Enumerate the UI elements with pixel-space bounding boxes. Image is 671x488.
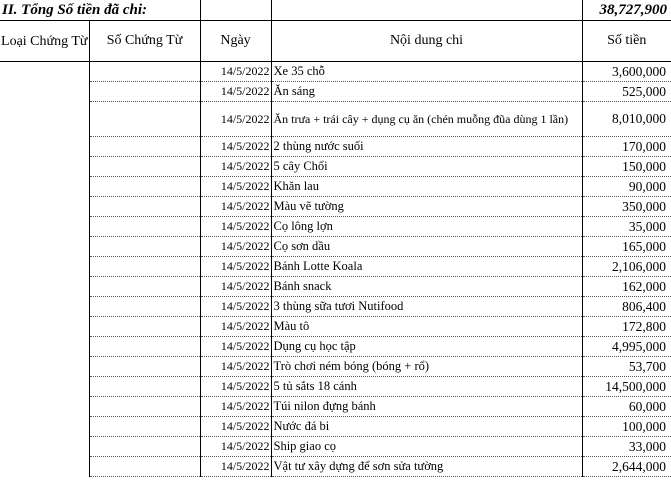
cell-doc-type: [0, 82, 89, 102]
cell-description: Khăn lau: [271, 177, 582, 197]
table-row: [0, 357, 671, 377]
cell-amount: 2,106,000: [582, 257, 671, 277]
cell-date: 14/5/2022: [200, 257, 271, 277]
cell-date: 14/5/2022: [200, 457, 271, 477]
cell-date: 14/5/2022: [200, 197, 271, 217]
cell-amount: 525,000: [582, 82, 671, 102]
cell-doc-type: [0, 217, 89, 237]
cell-date: 14/5/2022: [200, 377, 271, 397]
cell-doc-number: [89, 102, 200, 137]
cell-date: 14/5/2022: [200, 62, 271, 82]
cell-doc-number: [89, 437, 200, 457]
cell-doc-number: [89, 317, 200, 337]
cell-description: Dụng cụ học tập: [271, 337, 582, 357]
cell-doc-number: [89, 357, 200, 377]
table-row: [0, 177, 671, 197]
cell-amount: 350,000: [582, 197, 671, 217]
cell-description: Bánh Lotte Koala: [271, 257, 582, 277]
cell-description: 5 cây Chổi: [271, 157, 582, 177]
table-row: [0, 197, 671, 217]
cell-doc-type: [0, 257, 89, 277]
cell-doc-type: [0, 157, 89, 177]
table-row: [0, 317, 671, 337]
cell-amount: 172,800: [582, 317, 671, 337]
cell-amount: 162,000: [582, 277, 671, 297]
header-doc-number: Số Chứng Từ: [89, 21, 200, 62]
cell-description: Túi nilon đựng bánh: [271, 397, 582, 417]
cell-description: 5 tủ sắts 18 cánh: [271, 377, 582, 397]
cell-amount: 100,000: [582, 417, 671, 437]
cell-description: 3 thùng sữa tươi Nutifood: [271, 297, 582, 317]
cell-date: 14/5/2022: [200, 82, 271, 102]
cell-date: 14/5/2022: [200, 317, 271, 337]
header-amount: Số tiền: [582, 21, 671, 62]
cell-date: 14/5/2022: [200, 102, 271, 137]
cell-date: 14/5/2022: [200, 137, 271, 157]
cell-doc-type: [0, 417, 89, 437]
cell-doc-number: [89, 277, 200, 297]
cell-amount: 60,000: [582, 397, 671, 417]
cell-date: 14/5/2022: [200, 217, 271, 237]
cell-amount: 165,000: [582, 237, 671, 257]
cell-date: 14/5/2022: [200, 177, 271, 197]
cell-doc-number: [89, 397, 200, 417]
cell-amount: 14,500,000: [582, 377, 671, 397]
cell-doc-number: [89, 137, 200, 157]
cell-doc-type: [0, 317, 89, 337]
cell-description: Vật tư xây dựng để sơn sửa tường: [271, 457, 582, 477]
table-row: [0, 217, 671, 237]
cell-doc-type: [0, 237, 89, 257]
table-row: [0, 297, 671, 317]
cell-doc-type: [0, 177, 89, 197]
cell-amount: 90,000: [582, 177, 671, 197]
table-row: [0, 437, 671, 457]
table-row: [0, 82, 671, 102]
header-date: Ngày: [200, 21, 271, 62]
summary-row: [0, 0, 671, 21]
header-row: [0, 21, 671, 62]
cell-date: 14/5/2022: [200, 277, 271, 297]
cell-date: 14/5/2022: [200, 237, 271, 257]
table-row: [0, 457, 671, 477]
cell-amount: 3,600,000: [582, 62, 671, 82]
cell-doc-number: [89, 157, 200, 177]
cell-doc-number: [89, 257, 200, 277]
cell-description: Màu vẽ tường: [271, 197, 582, 217]
cell-doc-type: [0, 437, 89, 457]
header-doc-type: Loại Chứng Từ: [0, 21, 89, 62]
cell-doc-type: [0, 377, 89, 397]
cell-date: 14/5/2022: [200, 297, 271, 317]
cell-description: Ăn sáng: [271, 82, 582, 102]
cell-amount: 33,000: [582, 437, 671, 457]
cell-date: 14/5/2022: [200, 337, 271, 357]
cell-doc-number: [89, 297, 200, 317]
cell-description: Xe 35 chỗ: [271, 62, 582, 82]
cell-description: Ship giao cọ: [271, 437, 582, 457]
cell-amount: 8,010,000: [582, 102, 671, 137]
cell-doc-type: [0, 62, 89, 82]
cell-description: 2 thùng nước suối: [271, 137, 582, 157]
cell-date: 14/5/2022: [200, 357, 271, 377]
cell-doc-number: [89, 377, 200, 397]
table-row: [0, 277, 671, 297]
cell-doc-type: [0, 297, 89, 317]
cell-doc-type: [0, 197, 89, 217]
cell-date: 14/5/2022: [200, 417, 271, 437]
table-row: [0, 237, 671, 257]
cell-description: Bánh snack: [271, 277, 582, 297]
cell-description: Cọ lông lợn: [271, 217, 582, 237]
cell-doc-type: [0, 277, 89, 297]
cell-date: 14/5/2022: [200, 157, 271, 177]
cell-doc-type: [0, 137, 89, 157]
cell-amount: 4,995,000: [582, 337, 671, 357]
summary-blank-cell: [271, 0, 582, 21]
cell-doc-number: [89, 337, 200, 357]
cell-date: 14/5/2022: [200, 437, 271, 457]
summary-title: II. Tổng Số tiền đã chi:: [0, 0, 200, 21]
cell-description: Nước đá bi: [271, 417, 582, 437]
summary-total: 38,727,900: [582, 0, 671, 21]
cell-doc-type: [0, 102, 89, 137]
cell-amount: 53,700: [582, 357, 671, 377]
cell-amount: 170,000: [582, 137, 671, 157]
cell-doc-number: [89, 62, 200, 82]
summary-blank-cell: [200, 0, 271, 21]
table-row: [0, 157, 671, 177]
cell-doc-number: [89, 82, 200, 102]
cell-doc-number: [89, 237, 200, 257]
table-row: [0, 417, 671, 437]
cell-amount: 150,000: [582, 157, 671, 177]
cell-doc-type: [0, 457, 89, 477]
cell-description: Màu tô: [271, 317, 582, 337]
cell-amount: 2,644,000: [582, 457, 671, 477]
cell-doc-number: [89, 217, 200, 237]
cell-description: Cọ sơn dầu: [271, 237, 582, 257]
table-row: [0, 137, 671, 157]
cell-amount: 806,400: [582, 297, 671, 317]
header-description: Nội dung chi: [271, 21, 582, 62]
table-row: [0, 257, 671, 277]
table-row: [0, 397, 671, 417]
table-row: [0, 62, 671, 82]
cell-doc-type: [0, 357, 89, 377]
table-row: [0, 337, 671, 357]
cell-doc-number: [89, 177, 200, 197]
table-row: [0, 102, 671, 137]
cell-description: Trò chơi ném bóng (bóng + rổ): [271, 357, 582, 377]
cell-doc-number: [89, 417, 200, 437]
cell-description: Ăn trưa + trái cây + dụng cụ ăn (chén muỗng đũa dùng 1 lần): [271, 102, 582, 137]
cell-doc-type: [0, 397, 89, 417]
cell-doc-type: [0, 337, 89, 357]
cell-doc-number: [89, 457, 200, 477]
cell-amount: 35,000: [582, 217, 671, 237]
cell-date: 14/5/2022: [200, 397, 271, 417]
cell-doc-number: [89, 197, 200, 217]
table-row: [0, 377, 671, 397]
